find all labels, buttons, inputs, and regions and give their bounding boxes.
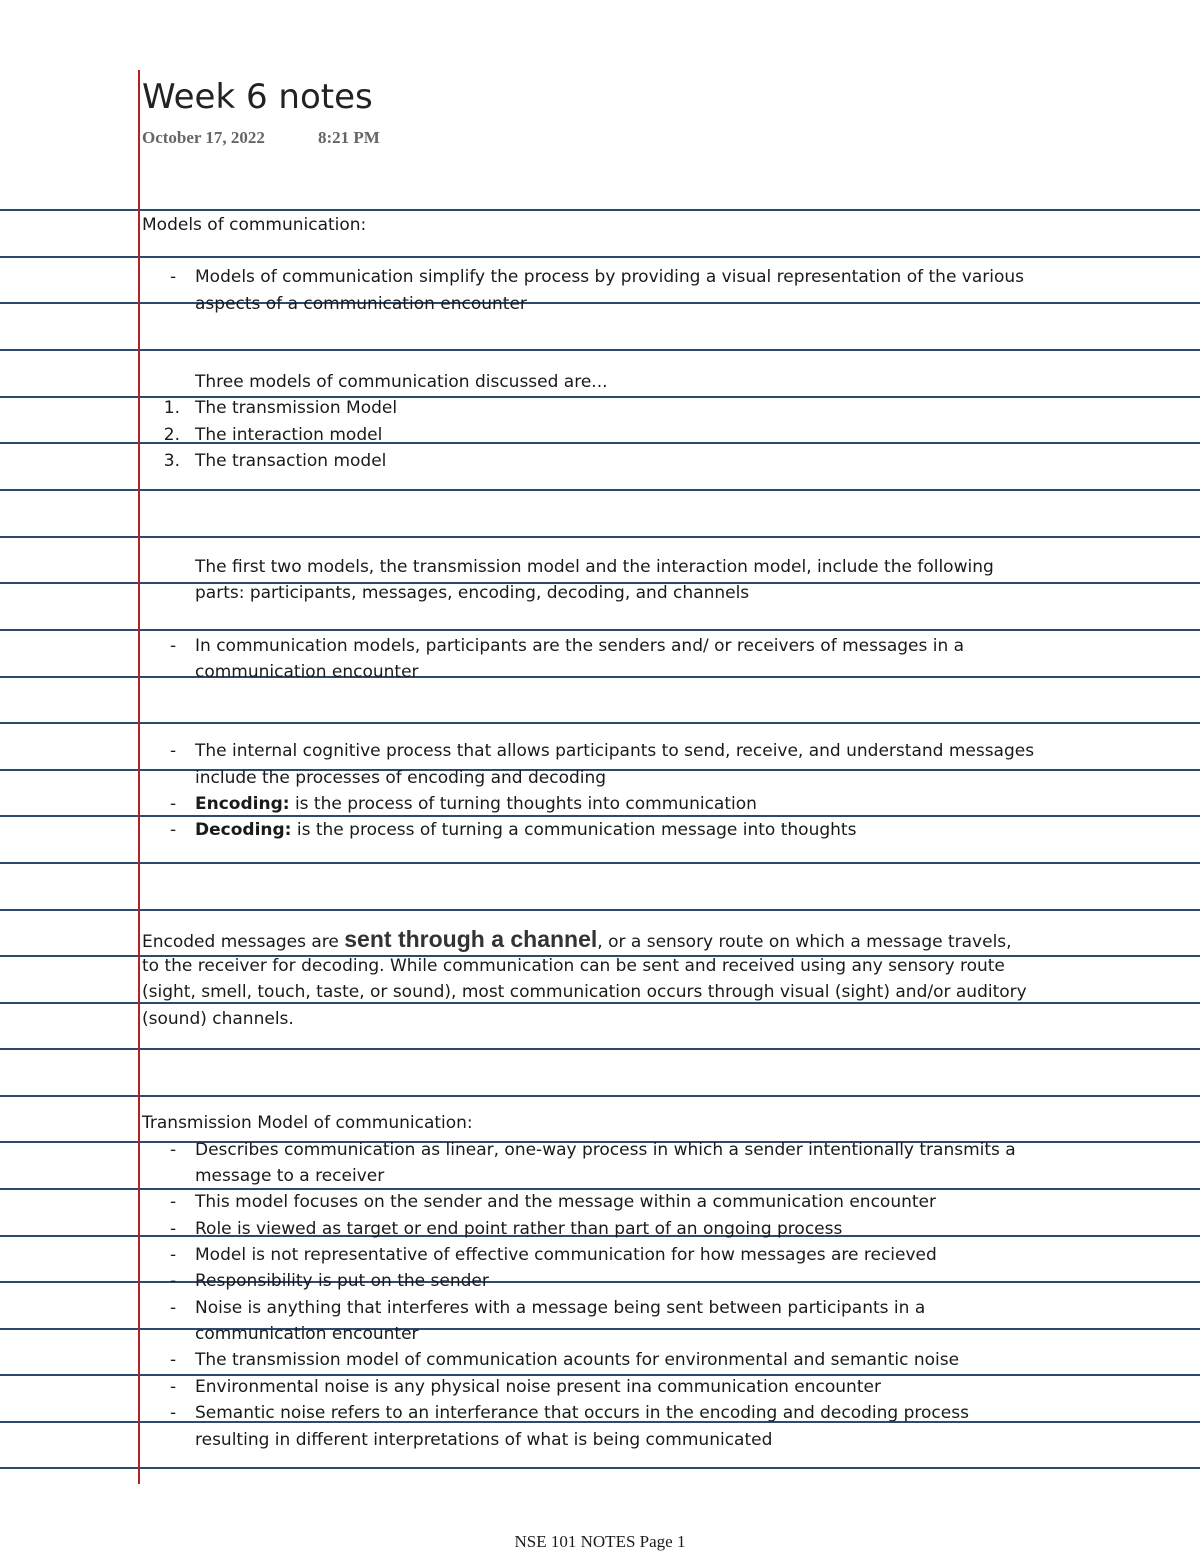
text-run: Encoded messages are — [142, 932, 345, 952]
bullet-text: The transmission model of communication acounts for environmental and semantic noise — [195, 1350, 960, 1370]
list-item: The transaction model — [195, 451, 387, 471]
rule-line — [0, 1095, 1200, 1097]
bullet-text: message to a receiver — [195, 1166, 385, 1186]
rule-line — [0, 722, 1200, 724]
bullet-dash: - — [170, 1245, 177, 1265]
rule-line — [0, 396, 1200, 398]
list-number: 1. — [163, 398, 180, 418]
list-number: 2. — [163, 425, 180, 445]
rule-line — [0, 1328, 1200, 1330]
bullet-dash: - — [170, 794, 177, 814]
bullet-dash: - — [170, 1271, 177, 1291]
bullet-dash: - — [170, 1298, 177, 1318]
bullet-dash: - — [170, 1377, 177, 1397]
bullet-text: Role is viewed as target or end point rather than part of an ongoing process — [195, 1219, 843, 1239]
bullet-dash: - — [170, 1140, 177, 1160]
note-time: 8:21 PM — [318, 128, 380, 147]
bullet-text: Semantic noise refers to an interferance that occurs in the encoding and decoding process — [195, 1403, 969, 1423]
bullet-dash: - — [170, 1350, 177, 1370]
bullet-dash: - — [170, 1403, 177, 1423]
bullet-dash: - — [170, 820, 177, 840]
page-title: Week 6 notes — [142, 77, 373, 117]
rule-line — [0, 349, 1200, 351]
paragraph-text: The first two models, the transmission model and the interaction model, include the following — [195, 557, 994, 577]
margin-line — [138, 70, 140, 1484]
list-item: The interaction model — [195, 425, 383, 445]
bullet-text: Model is not representative of effective communication for how messages are recieved — [195, 1245, 937, 1265]
rule-line — [0, 1188, 1200, 1190]
list-number: 3. — [163, 451, 180, 471]
bullet-text: Environmental noise is any physical noise present ina communication encounter — [195, 1377, 881, 1397]
section-heading-models: Models of communication: — [142, 215, 367, 235]
note-date: October 17, 2022 — [142, 128, 265, 147]
bullet-text-decoding — [195, 820, 856, 840]
definition-encoding: is the process of turning thoughts into communication — [289, 794, 757, 814]
bullet-text: resulting in different interpretations of what is being communicated — [195, 1430, 773, 1450]
bullet-dash: - — [170, 636, 177, 656]
bullet-text-encoding — [195, 794, 757, 814]
bullet-text: aspects of a communication encounter — [195, 294, 527, 314]
bullet-dash: - — [170, 1219, 177, 1239]
bullet-dash: - — [170, 267, 177, 287]
rule-line — [0, 536, 1200, 538]
term-encoding: Encoding: — [195, 794, 290, 814]
definition-decoding: is the process of turning a communication message into thoughts — [291, 820, 857, 840]
bullet-dash: - — [170, 741, 177, 761]
term-decoding: Decoding: — [195, 820, 292, 840]
paragraph-text: (sight, smell, touch, taste, or sound), most communication occurs through visual (sight) and/or auditory — [142, 982, 1027, 1002]
section-heading-transmission: Transmission Model of communication: — [142, 1113, 473, 1133]
paragraph-text — [142, 926, 1012, 952]
paragraph-text: parts: participants, messages, encoding, decoding, and channels — [195, 583, 750, 603]
bullet-text: Models of communication simplify the process by providing a visual representation of the various — [195, 267, 1025, 287]
rule-line — [0, 489, 1200, 491]
bullet-text: In communication models, participants are the senders and/ or receivers of messages in a — [195, 636, 965, 656]
list-item: The transmission Model — [195, 398, 398, 418]
rule-line — [0, 1467, 1200, 1469]
bullet-dash: - — [170, 1192, 177, 1212]
bullet-text: Describes communication as linear, one-way process in which a sender intentionally transmits a — [195, 1140, 1016, 1160]
rule-line — [0, 1002, 1200, 1004]
rule-line — [0, 209, 1200, 211]
rule-line — [0, 1048, 1200, 1050]
rule-line — [0, 302, 1200, 304]
rule-line — [0, 1281, 1200, 1283]
text-run: , or a sensory route on which a message travels, — [597, 932, 1012, 952]
bullet-text: This model focuses on the sender and the message within a communication encounter — [195, 1192, 936, 1212]
paragraph-text: to the receiver for decoding. While communication can be sent and received using any sensory route — [142, 956, 1005, 976]
bullet-text: Noise is anything that interferes with a message being sent between participants in a — [195, 1298, 926, 1318]
rule-line — [0, 909, 1200, 911]
rule-line — [0, 815, 1200, 817]
paragraph-text: (sound) channels. — [142, 1009, 294, 1029]
bullet-text: Responsibility is put on the sender — [195, 1271, 489, 1291]
rule-line — [0, 862, 1200, 864]
rule-line — [0, 1374, 1200, 1376]
rule-line — [0, 676, 1200, 678]
bullet-text: include the processes of encoding and decoding — [195, 768, 607, 788]
emphasis-text: sent through a channel — [344, 926, 598, 952]
bullet-text: The internal cognitive process that allows participants to send, receive, and understand messages — [195, 741, 1035, 761]
list-intro: Three models of communication discussed are... — [195, 372, 608, 392]
bullet-text: communication encounter — [195, 662, 419, 682]
page-footer: NSE 101 NOTES Page 1 — [514, 1532, 686, 1551]
bullet-text: communication encounter — [195, 1324, 419, 1344]
rule-line — [0, 256, 1200, 258]
rule-line — [0, 442, 1200, 444]
rule-line — [0, 629, 1200, 631]
